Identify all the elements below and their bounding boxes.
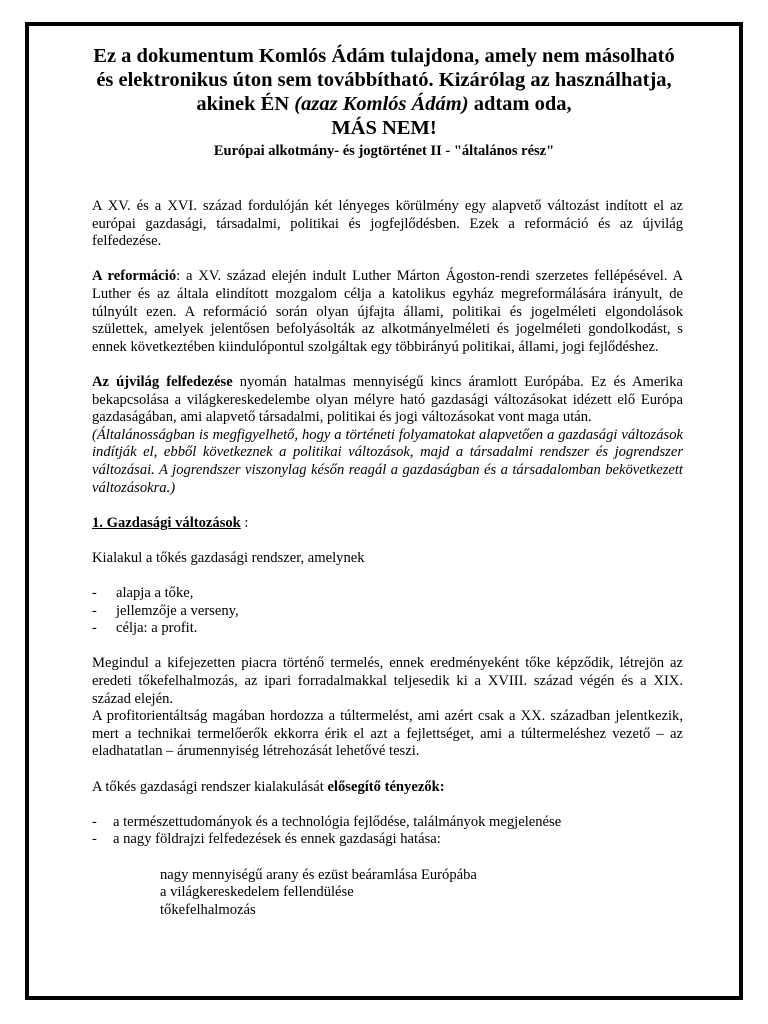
subfactors-list — [92, 867, 683, 920]
intro-paragraph: A XV. és a XVI. század fordulóján két lényeges körülmény egy alapvető változást indított el az európai gazdasági, társadalmi, politikai és jogfejlődésben. Ezek a reformáció és az újvilág felfedezése. — [92, 198, 683, 250]
ownership-notice-line-3: akinek ÉN (azaz Komlós Ádám) adtam oda, — [196, 93, 572, 115]
document-subtitle: Európai alkotmány- és jogtörténet II - "általános rész" — [213, 143, 555, 159]
overproduction-paragraph: A profitorientáltság magában hordozza a túltermelést, ami azért csak a XX. században jelentkezik, mert a technikai termelőerők ekkorra érik el azt a fejlettséget, ami a túltermeléshez vezető – az eladhatatlan – árumennyiség létrehozását lehetővé teszi. — [92, 708, 683, 760]
ownership-notice-line-2: és elektronikus úton sem továbbítható. Kizárólag az használhatja, — [96, 69, 672, 91]
capitalism-traits-list — [92, 585, 683, 638]
list-item: tőkefelhalmozás — [160, 901, 256, 918]
document-body — [92, 198, 683, 919]
new-world-term: Az újvilág felfedezése — [92, 373, 233, 390]
factors-list — [92, 814, 683, 849]
list-item: - jellemzője a verseny, — [92, 602, 239, 619]
list-item: - alapja a tőke, — [92, 585, 194, 602]
section-1-heading: 1. Gazdasági változások : — [92, 514, 249, 531]
list-item: a világkereskedelem fellendülése — [160, 884, 354, 901]
reformation-paragraph: A reformáció: a XV. század elején indult Luther Márton Ágoston-rendi szerzetes fellépésével. A Luther és az általa elindított mozgalom célja a katolikus egyház megreformálására irányult, de túlnyúlt ezen. A reformáció során olyan újfajta állami, politikai és jogelméleti elgondolások születtek, amelyek jelentősen befolyásolták az alkotmányelméleti és jogelméleti gondolkodást, s ennek következtében kiindulópontul szolgáltak egy többirányú politikai, állami, jogi fejlődéshez. — [92, 268, 683, 355]
factors-lead: A tőkés gazdasági rendszer kialakulását elősegítő tényezők: — [92, 778, 445, 795]
document-header — [29, 44, 739, 161]
reformation-term: A reformáció — [92, 268, 177, 285]
document-page — [25, 22, 743, 1000]
list-item: - célja: a profit. — [92, 620, 198, 637]
new-world-note: (Általánosságban is megfigyelhető, hogy a történeti folyamatokat alapvetően a gazdasági változások indítják el, ebből következnek a politikai változások, majd a társadalmi rendszer és jogrendszer változásai. A jogrendszer viszonylag későn reagál a gazdaságban és a társadalomban bekövetkezett változásokra.) — [92, 426, 683, 496]
ownership-notice-line-1: Ez a dokumentum Komlós Ádám tulajdona, amely nem másolható — [93, 45, 675, 67]
new-world-paragraph: Az újvilág felfedezése nyomán hatalmas mennyiségű kincs áramlott Európába. Ez és Amerika bekapcsolása a világkereskedelembe olyan mélyre ható gazdasági változásokat idézett elő Európa gazdaságában, ami alapvető társadalmi, politikai és jogi változásokat vont maga után. — [92, 373, 684, 426]
market-production-paragraph: Megindul a kifejezetten piacra történő termelés, ennek eredményeként tőke képződik, létrejön az eredeti tőkefelhalmozás, az ipari forradalmakkal teljesedik ki a XVIII. század végén és a XIX. század elején. — [92, 655, 683, 707]
capitalism-lead: Kialakul a tőkés gazdasági rendszer, amelynek — [92, 549, 365, 566]
list-item: - a természettudományok és a technológia fejlődése, találmányok megjelenése — [92, 813, 562, 830]
list-item: nagy mennyiségű arany és ezüst beáramlása Európába — [160, 866, 477, 883]
ownership-notice-line-4: MÁS NEM! — [331, 117, 437, 139]
list-item: - a nagy földrajzi felfedezések és ennek gazdasági hatása: — [92, 831, 441, 848]
